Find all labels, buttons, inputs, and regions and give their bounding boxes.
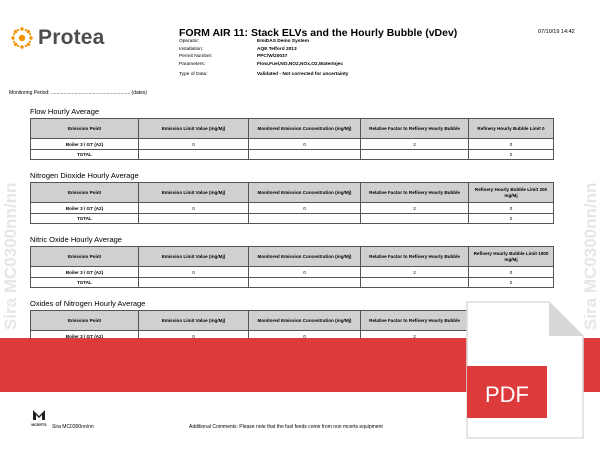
table-cell <box>139 150 249 160</box>
table-cell: 0 <box>139 203 249 214</box>
meta-value: Validated - Not corrected for uncertainty <box>257 72 349 77</box>
header-cell: Relative Factor to Refinery Hourly Bubble <box>361 247 469 267</box>
table-cell: 0 <box>139 331 249 342</box>
pdf-label: PDF <box>485 382 529 407</box>
watermark-left: Sira MC0300nn/nn <box>1 182 20 330</box>
total-label: TOTAL <box>31 278 139 288</box>
total-value: 0 <box>469 278 554 288</box>
table-cell: 2 <box>361 331 469 342</box>
table-row <box>31 139 554 150</box>
meta-data-type <box>179 71 348 79</box>
table-cell: 0 <box>249 139 361 150</box>
table-cell: 2 <box>361 139 469 150</box>
table-cell <box>249 150 361 160</box>
form-title: FORM AIR 11: Stack ELVs and the Hourly Bubble (vDev) <box>179 27 458 39</box>
meta-key: Permit Number: <box>179 54 213 59</box>
meta-value: EmiDAS Demo System <box>257 39 309 44</box>
table-cell <box>361 214 469 224</box>
table-cell: 0 <box>469 267 554 278</box>
meta-key: Parameters: <box>179 61 206 67</box>
emission-table <box>30 246 554 288</box>
table-cell: 0 <box>139 139 249 150</box>
emission-point-cell: Boiler 3 / GT (A2) <box>31 139 139 150</box>
header-cell: Emission Limit Value (mg/Mj) <box>139 183 249 203</box>
meta-value: PPC/W/20037 <box>257 54 288 59</box>
section-nitrogen-dioxide <box>30 171 553 224</box>
header-cell: Emission Point <box>31 183 139 203</box>
total-row <box>31 214 554 224</box>
meta-operator <box>179 38 348 46</box>
header-cell: Relative Factor to Refinery Hourly Bubble <box>361 311 469 331</box>
table-header-row <box>31 247 554 267</box>
table-cell <box>361 150 469 160</box>
header-cell: Emission Limit Value (mg/Mj) <box>139 247 249 267</box>
header-cell: Relative Factor to Refinery Hourly Bubble <box>361 119 469 139</box>
header-cell: Emission Limit Value (mg/Mj) <box>139 119 249 139</box>
footer-certificate: Sira MC0300nn/nn <box>52 424 94 430</box>
meta-value: Flow,Fuel,NO,NO2,NOx,O2,WaterInjec <box>257 61 344 67</box>
section-title: Flow Hourly Average <box>30 107 100 116</box>
table-cell <box>249 278 361 288</box>
emission-point-cell: Boiler 3 / GT (A2) <box>31 267 139 278</box>
section-nitric-oxide <box>30 235 553 288</box>
total-label: TOTAL <box>31 150 139 160</box>
mcerts-logo-text: MCERTS <box>31 423 47 427</box>
meta-value: AQE Telford 2013 <box>257 46 297 52</box>
table-cell <box>139 278 249 288</box>
header-cell: Refinery Hourly Bubble Limit 1000 mg/Mj <box>469 247 554 267</box>
table-cell: 2 <box>361 267 469 278</box>
header-cell: Refinery Hourly Bubble Limit 0 <box>469 119 554 139</box>
table-cell <box>249 214 361 224</box>
header-cell: Monitored Emission Concentration (mg/Mj) <box>249 311 361 331</box>
header-cell: Emission Point <box>31 311 139 331</box>
emission-point-cell: Boiler 3 / GT (A2) <box>31 331 139 342</box>
meta-parameters <box>179 61 348 69</box>
header-cell: Relative Factor to Refinery Hourly Bubble <box>361 183 469 203</box>
table-cell: 0 <box>469 203 554 214</box>
table-row <box>31 267 554 278</box>
table-header-row <box>31 119 554 139</box>
table-cell <box>139 214 249 224</box>
report-metadata <box>179 38 348 79</box>
section-title: Nitric Oxide Hourly Average <box>30 235 122 244</box>
header-cell: Monitored Emission Concentration (mg/Mj) <box>249 183 361 203</box>
header-cell: Monitored Emission Concentration (mg/Mj) <box>249 247 361 267</box>
meta-key: Type of Data: <box>179 72 208 77</box>
total-value: 0 <box>469 150 554 160</box>
table-cell: 0 <box>249 203 361 214</box>
pdf-file-icon[interactable] <box>463 300 585 440</box>
monitoring-period: Monitoring Period: ......................................................... (dates) <box>9 90 148 96</box>
section-title: Oxides of Nitrogen Hourly Average <box>30 299 146 308</box>
section-flow <box>30 107 553 160</box>
sun-logo-icon <box>10 26 34 50</box>
total-value: 0 <box>469 214 554 224</box>
table-cell: 0 <box>249 267 361 278</box>
meta-key: Operator: <box>179 39 200 44</box>
table-cell <box>361 278 469 288</box>
header-cell: Refinery Hourly Bubble Limit 200 mg/Mj <box>469 183 554 203</box>
section-title: Nitrogen Dioxide Hourly Average <box>30 171 139 180</box>
protea-logo <box>10 26 105 50</box>
table-cell: 0 <box>249 331 361 342</box>
emission-point-cell: Boiler 3 / GT (A2) <box>31 203 139 214</box>
footer-comment: Additional Comments: Please note that the fuel feeds come from non mcerts equipment <box>189 424 383 430</box>
total-row <box>31 278 554 288</box>
table-cell: 0 <box>469 139 554 150</box>
mcerts-logo-icon <box>30 408 48 430</box>
brand-name: Protea <box>38 26 105 49</box>
meta-permit <box>179 53 348 61</box>
table-row <box>31 203 554 214</box>
emission-table <box>30 182 554 224</box>
meta-installation <box>179 46 348 54</box>
header-cell: Monitored Emission Concentration (mg/Mj) <box>249 119 361 139</box>
meta-key: Installation: <box>179 46 204 52</box>
total-label: TOTAL <box>31 214 139 224</box>
table-cell: 0 <box>139 267 249 278</box>
header-cell: Emission Point <box>31 119 139 139</box>
total-row <box>31 150 554 160</box>
table-cell: 2 <box>361 203 469 214</box>
emission-table <box>30 118 554 160</box>
watermark-right: Sira MC0300nn/nn <box>581 182 600 330</box>
header-cell: Emission Point <box>31 247 139 267</box>
header-cell: Emission Limit Value (mg/Mj) <box>139 311 249 331</box>
report-datetime: 07/10/19 14:42 <box>538 29 575 35</box>
table-header-row <box>31 183 554 203</box>
